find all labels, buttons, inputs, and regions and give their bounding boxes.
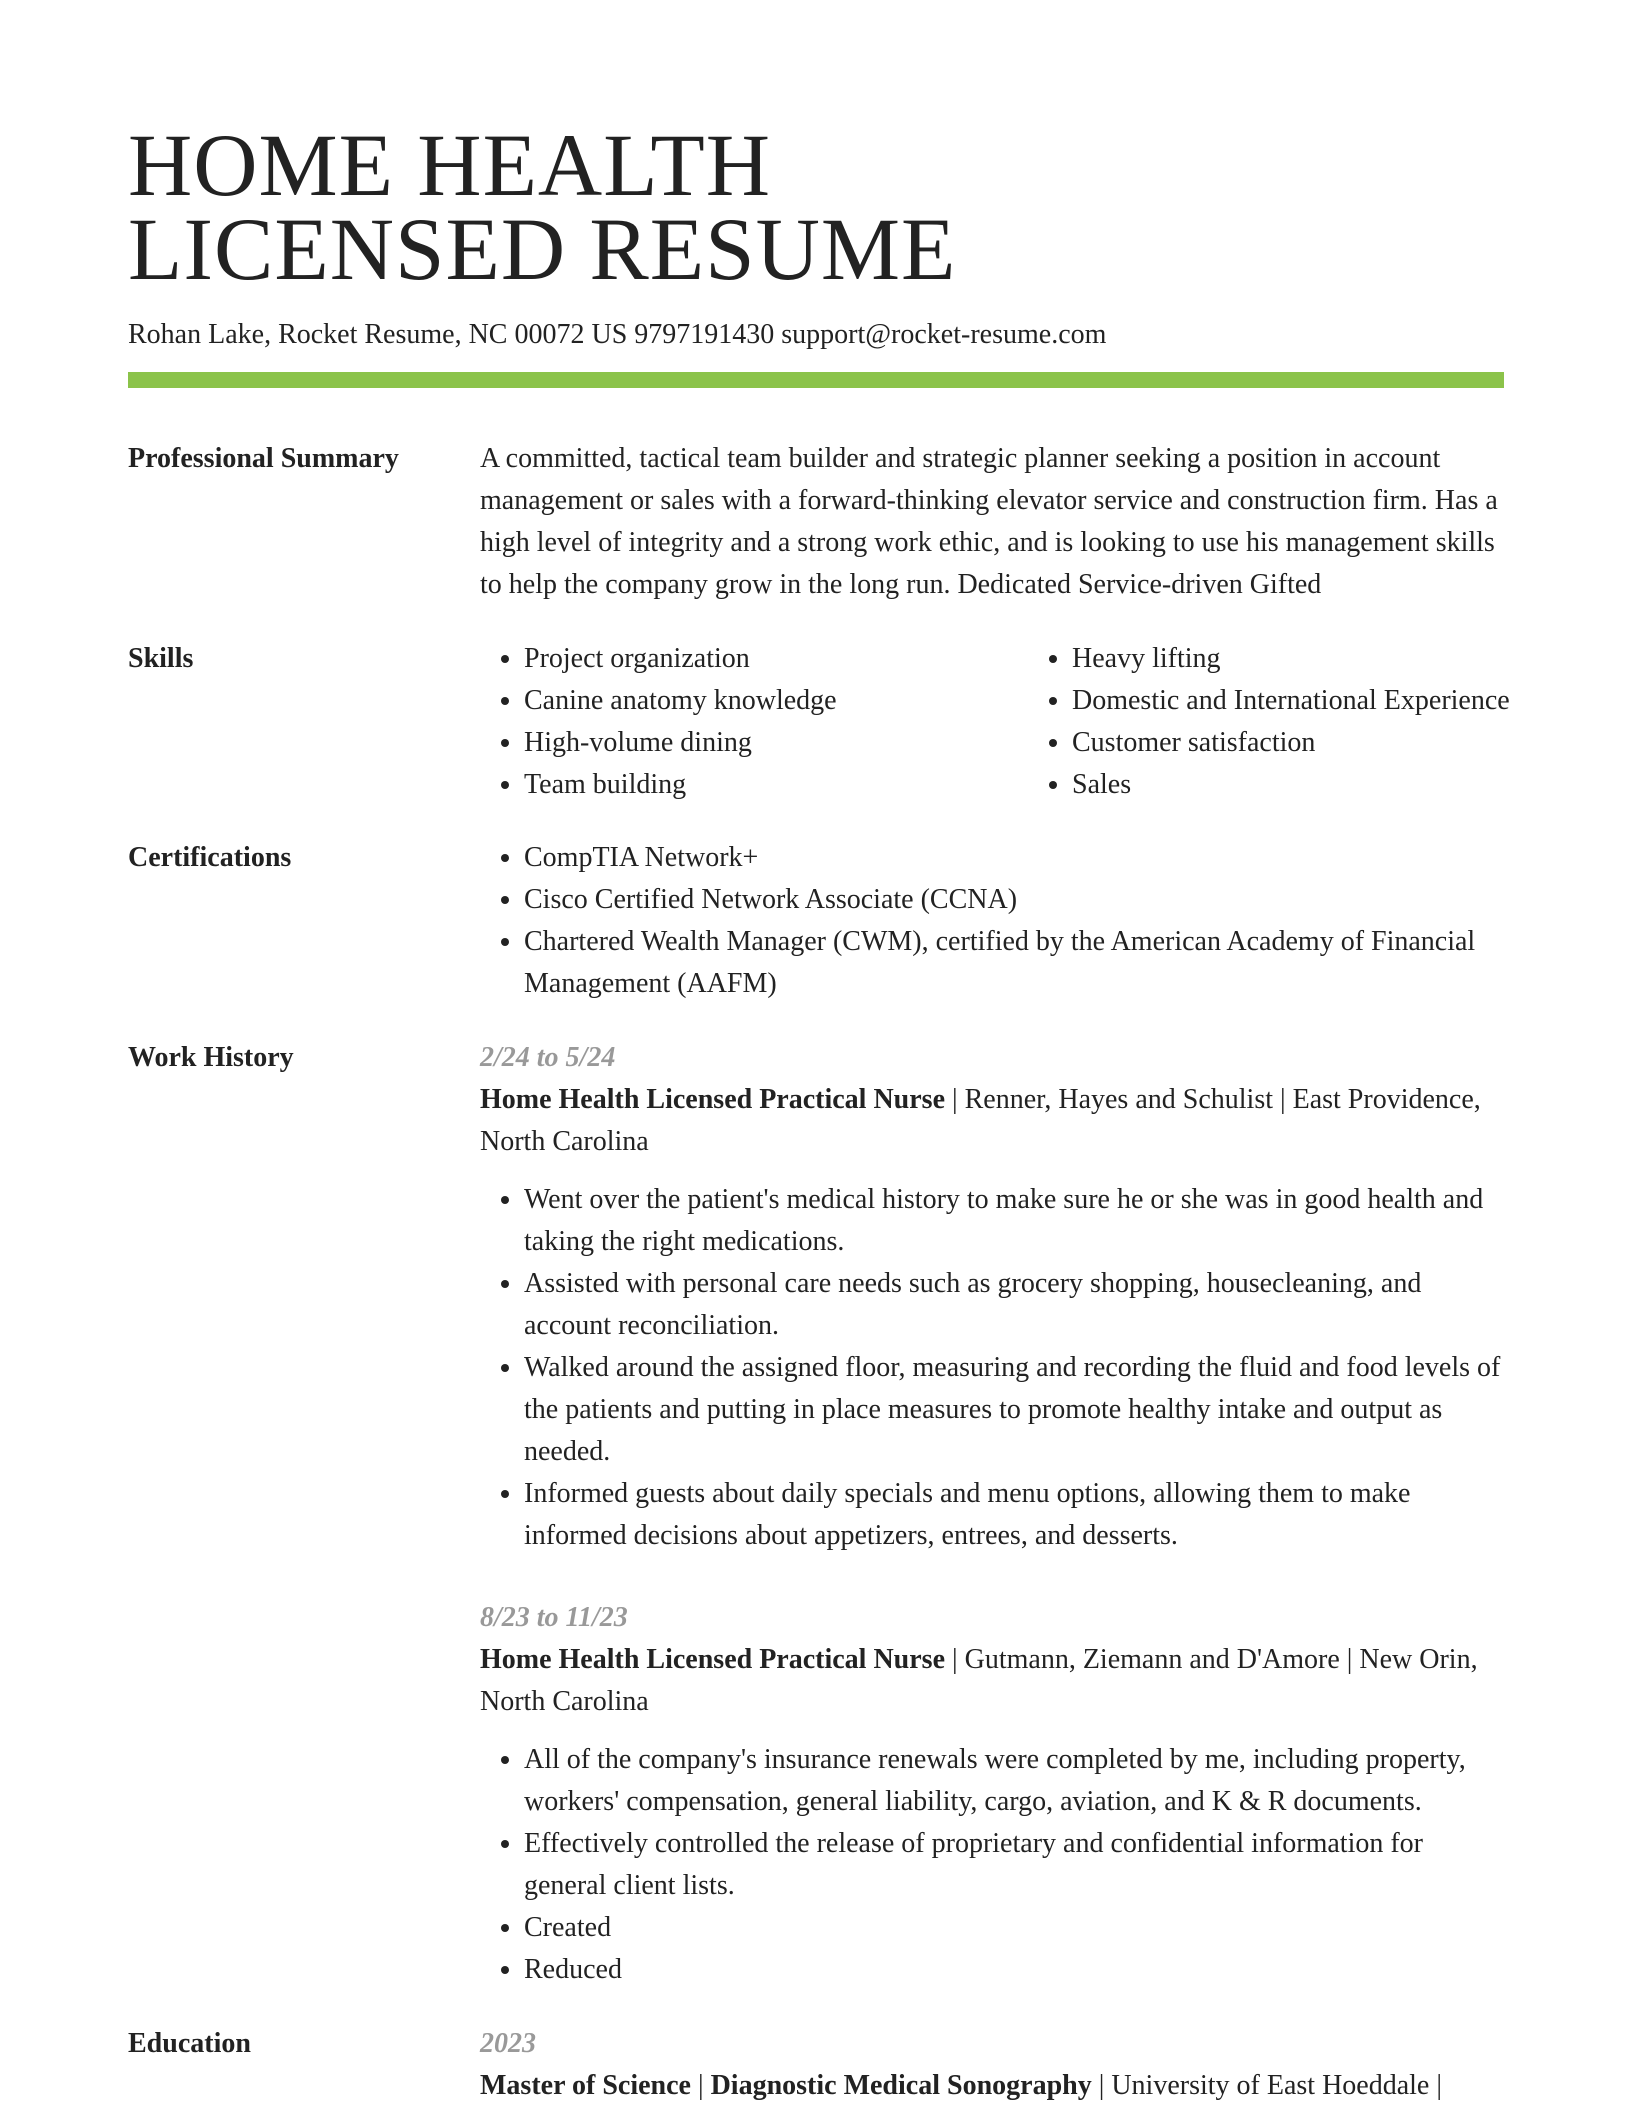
job-bullets — [480, 1739, 1504, 1991]
skill-item: • Project organization — [524, 638, 1028, 680]
title-line-2: LICENSED RESUME — [128, 201, 957, 299]
field-of-study: Diagnostic Medical Sonography — [710, 2070, 1092, 2101]
job-entry — [480, 1037, 1504, 1557]
certification-item: • Chartered Wealth Manager (CWM), certified by the American Academy of Financial Management (AAFM) — [524, 921, 1504, 1005]
job-title: Home Health Licensed Practical Nurse — [480, 1644, 946, 1675]
skills-section — [128, 638, 1510, 806]
section-heading: Education — [128, 2028, 251, 2059]
job-bullet: • Walked around the assigned floor, measuring and recording the fluid and food levels of the patients and putting in place measures to promote healthy intake and output as needed. — [524, 1347, 1504, 1473]
skill-item: • Sales — [1072, 764, 1576, 806]
job-bullet: • All of the company's insurance renewals were completed by me, including property, workers' compensation, general liability, cargo, aviation, and K & R documents. — [524, 1739, 1504, 1823]
skill-item: • Domestic and International Experience — [1072, 680, 1576, 722]
certifications-list — [480, 837, 1504, 1005]
section-heading: Skills — [128, 643, 194, 674]
job-bullet: • Assisted with personal care needs such as grocery shopping, housecleaning, and account reconciliation. — [524, 1263, 1504, 1347]
job-bullet: • Effectively controlled the release of proprietary and confidential information for general client lists. — [524, 1823, 1504, 1907]
education-section — [128, 2023, 1504, 2107]
education-school: | University of East Hoeddale | — [1091, 2070, 1442, 2101]
summary-section — [128, 438, 1504, 606]
job-employer-location: | Gutmann, Ziemann and D'Amore | New Orin, North Carolina — [480, 1644, 1478, 1717]
education-separator: | — [690, 2070, 711, 2101]
skill-item: • Team building — [524, 764, 1028, 806]
job-bullet: • Informed guests about daily specials and menu options, allowing them to make informed decisions about appetizers, entrees, and desserts. — [524, 1473, 1504, 1557]
skill-item: • Customer satisfaction — [1072, 722, 1576, 764]
education-year: 2023 — [480, 2028, 536, 2059]
contact-line: Rohan Lake, Rocket Resume, NC 00072 US 9797191430 support@rocket-resume.com — [128, 319, 1107, 350]
job-dates: 2/24 to 5/24 — [480, 1042, 616, 1073]
summary-text: A committed, tactical team builder and strategic planner seeking a position in account management or sales with a forward-thinking elevator service and construction firm. Has a high level of integrity and a strong work ethic, and is looking to use his management skills to help the company grow in the long run. Dedicated Service-driven Gifted — [480, 443, 1498, 600]
work-history-section — [128, 1037, 1504, 1991]
job-bullet: • Went over the patient's medical history to make sure he or she was in good health and taking the right medications. — [524, 1179, 1504, 1263]
certifications-section — [128, 837, 1504, 1005]
resume-page — [128, 0, 1510, 2107]
skills-list-right — [1028, 638, 1576, 806]
degree: Master of Science — [480, 2070, 691, 2101]
section-heading: Certifications — [128, 842, 292, 873]
job-title: Home Health Licensed Practical Nurse — [480, 1084, 946, 1115]
certification-item: • Cisco Certified Network Associate (CCNA) — [524, 879, 1504, 921]
skill-item: • Heavy lifting — [1072, 638, 1576, 680]
accent-divider — [128, 372, 1504, 388]
skill-item: • High-volume dining — [524, 722, 1028, 764]
job-entry — [480, 1597, 1504, 1991]
job-heading — [480, 1079, 1504, 1163]
job-dates: 8/23 to 11/23 — [480, 1602, 628, 1633]
skills-list-left — [480, 638, 1028, 806]
education-heading — [480, 2065, 1504, 2107]
job-bullets — [480, 1179, 1504, 1557]
skill-item: • Canine anatomy knowledge — [524, 680, 1028, 722]
certification-item: • CompTIA Network+ — [524, 837, 1504, 879]
title-line-1: HOME HEALTH — [128, 117, 772, 215]
job-bullet: • Created — [524, 1907, 1504, 1949]
resume-title — [128, 117, 1504, 299]
job-heading — [480, 1639, 1504, 1723]
section-heading: Work History — [128, 1042, 294, 1073]
job-employer-location: | Renner, Hayes and Schulist | East Providence, North Carolina — [480, 1084, 1481, 1157]
job-bullet: • Reduced — [524, 1949, 1504, 1991]
section-heading: Professional Summary — [128, 443, 399, 474]
